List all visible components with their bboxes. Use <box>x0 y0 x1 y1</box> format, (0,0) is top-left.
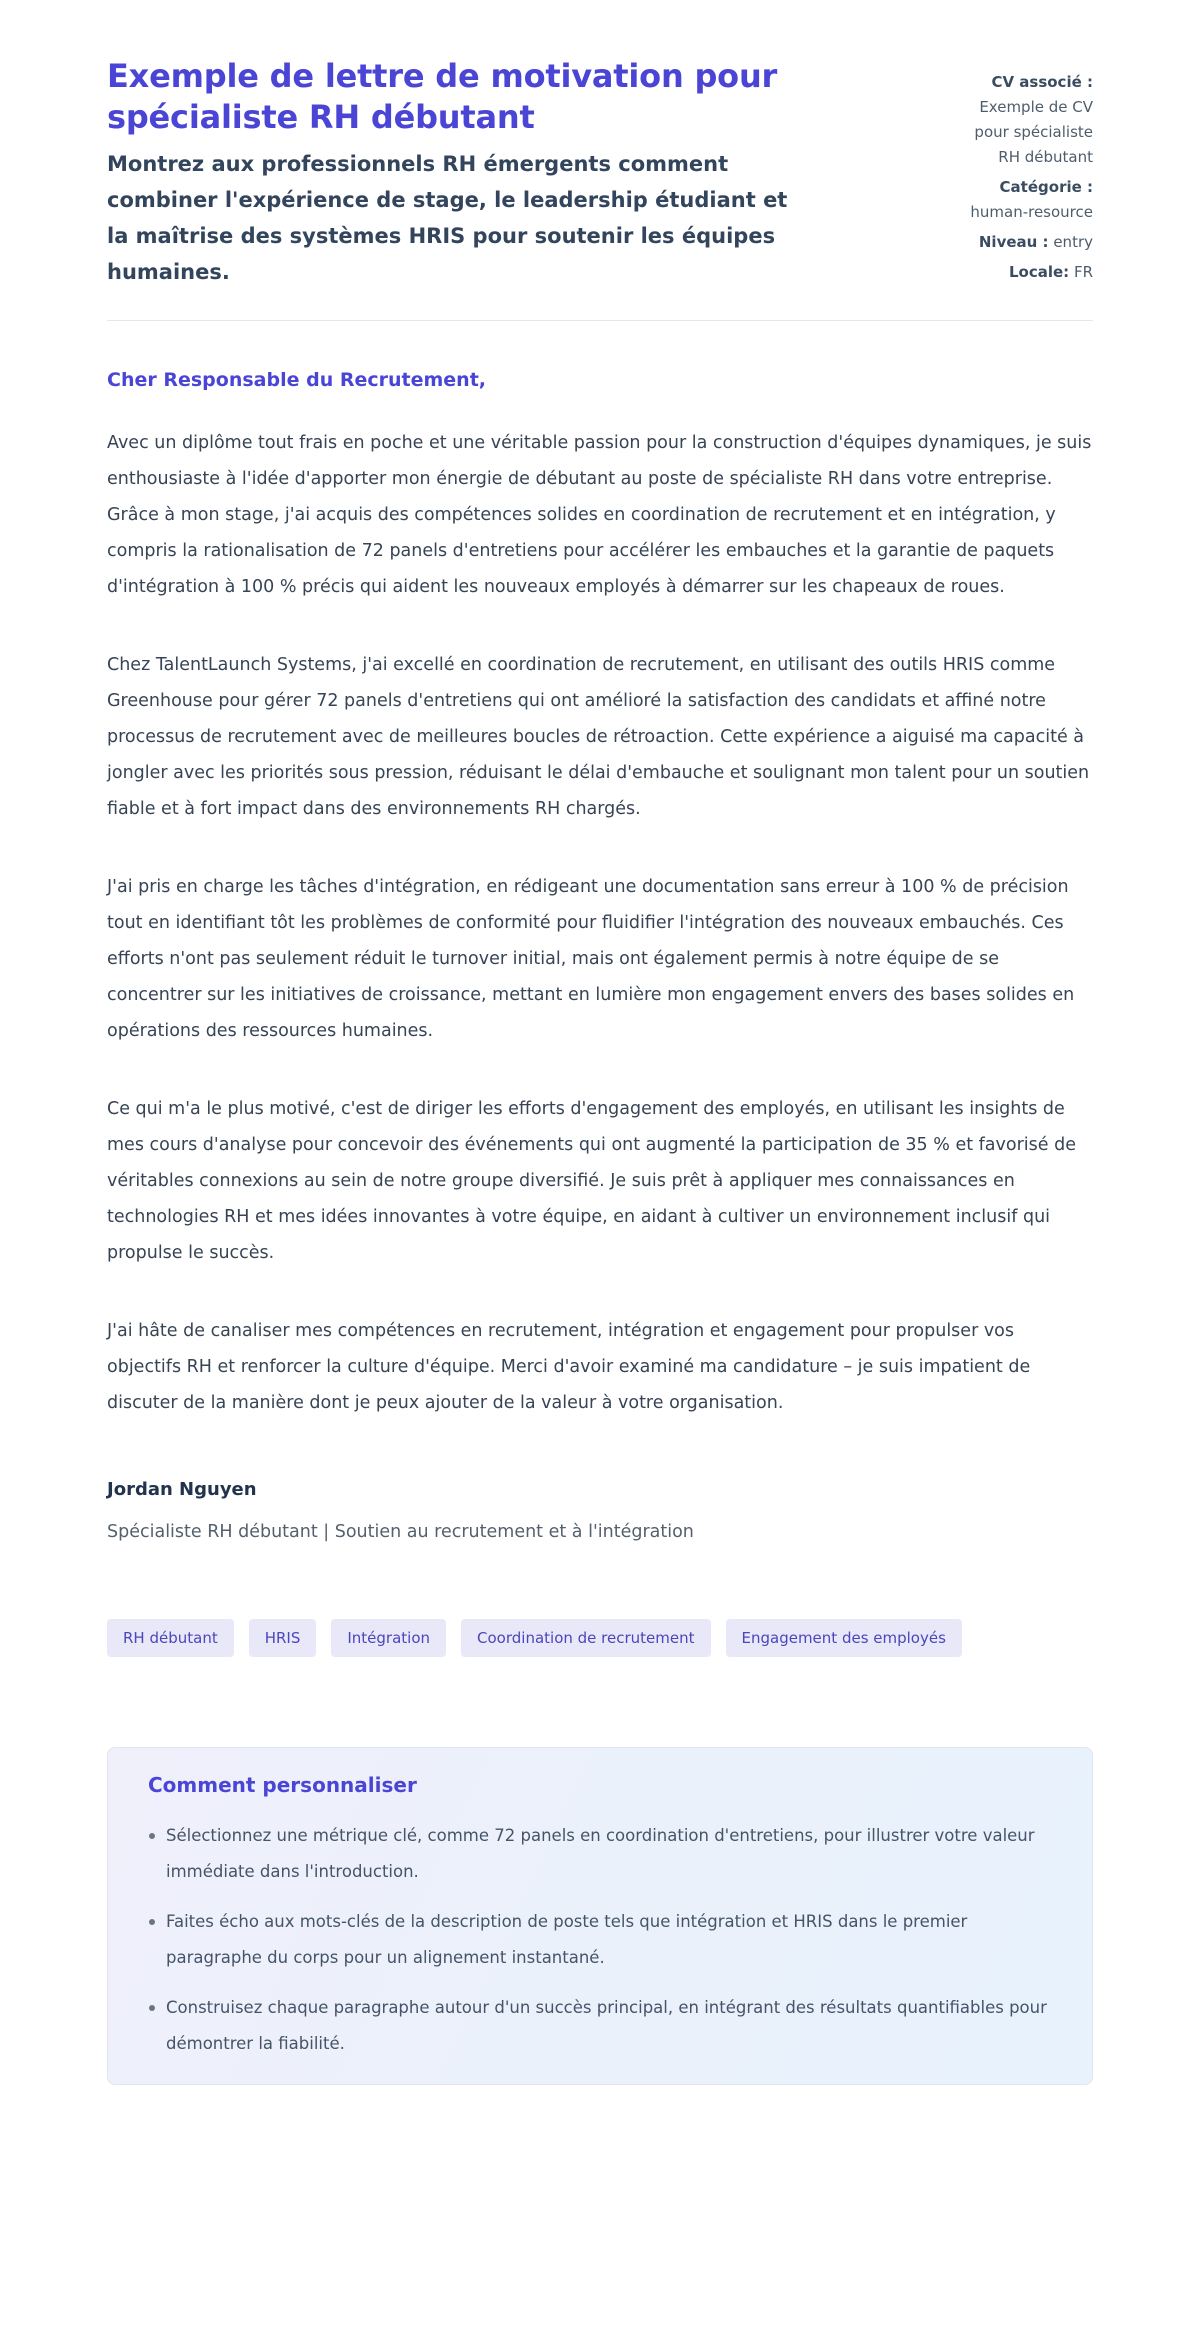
meta-associated-cv <box>958 70 1093 170</box>
letter-paragraph-2: Chez TalentLaunch Systems, j'ai excellé en coordination de recrutement, en utilisant des outils HRIS comme Greenhouse pour gérer 72 panels d'entretiens qui ont amélioré la satisfaction des candidats et affiné notre processus de recrutement avec de meilleures boucles de rétroaction. Cette expérience a aiguisé ma capacité à jongler avec les priorités sous pression, réduisant le délai d'embauche et soulignant mon talent pour un soutien fiable et à fort impact dans des environnements RH chargés. <box>107 655 1090 819</box>
letter-body <box>107 369 1093 1545</box>
meta-level-value: entry <box>1053 233 1093 251</box>
customization-tips-box <box>107 1747 1093 2085</box>
meta-cv-label: CV associé : <box>991 73 1093 91</box>
meta-locale <box>958 260 1093 285</box>
header-divider <box>107 320 1093 321</box>
meta-category <box>958 175 1093 225</box>
tag-chip-engagement-employes: Engagement des employés <box>726 1619 962 1657</box>
tag-chip-hris: HRIS <box>249 1619 317 1657</box>
meta-level-label: Niveau : <box>978 233 1049 251</box>
letter-paragraph-5: J'ai hâte de canaliser mes compétences en recrutement, intégration et engagement pour propulser vos objectifs RH et renforcer la culture d'équipe. Merci d'avoir examiné ma candidature – je suis impatient de discuter de la manière dont je peux ajouter de la valeur à votre organisation. <box>107 1321 1031 1413</box>
tip-item-2: Faites écho aux mots-clés de la description de poste tels que intégration et HRIS dans le premier paragraphe du corps pour un alignement instantané. <box>148 1904 1052 1976</box>
cover-letter-page <box>107 0 1093 2145</box>
tag-chip-coordination-recrutement: Coordination de recrutement <box>461 1619 710 1657</box>
tag-list <box>107 1619 1093 1657</box>
meta-locale-label: Locale: <box>1008 263 1070 281</box>
tip-item-3: Construisez chaque paragraphe autour d'un succès principal, en intégrant des résultats quantifiables pour démontrer la fiabilité. <box>148 1990 1052 2062</box>
letter-paragraph-3: J'ai pris en charge les tâches d'intégration, en rédigeant une documentation sans erreur à 100 % de précision tout en identifiant tôt les problèmes de conformité pour fluidifier l'intégration des nouveaux embauchés. Ces efforts n'ont pas seulement réduit le turnover initial, mais ont également permis à notre équipe de se concentrer sur les initiatives de croissance, mettant en lumière mon engagement envers des bases solides en opérations des ressources humaines. <box>107 877 1075 1041</box>
page-title: Exemple de lettre de motivation pour spécialiste RH débutant <box>107 57 778 136</box>
tag-chip-rh-debutant: RH débutant <box>107 1619 234 1657</box>
page-header <box>107 56 1093 290</box>
page-subtitle: Montrez aux professionnels RH émergents comment combiner l'expérience de stage, le leadership étudiant et la maîtrise des systèmes HRIS pour soutenir les équipes humaines. <box>107 151 788 284</box>
meta-category-value: human-resource <box>970 203 1093 221</box>
tips-heading: Comment personnaliser <box>148 1773 417 1797</box>
meta-locale-value: FR <box>1073 263 1093 281</box>
signature-role: Spécialiste RH débutant | Soutien au recrutement et à l'intégration <box>107 1522 694 1542</box>
header-title-block <box>107 56 797 290</box>
meta-level <box>958 230 1093 255</box>
meta-cv-value: Exemple de CV pour spécialiste RH débutant <box>974 98 1093 166</box>
signature-name: Jordan Nguyen <box>107 1479 257 1500</box>
letter-paragraph-1: Avec un diplôme tout frais en poche et une véritable passion pour la construction d'équipes dynamiques, je suis enthousiaste à l'idée d'apporter mon énergie de débutant au poste de spécialiste RH dans votre entreprise. Grâce à mon stage, j'ai acquis des compétences solides en coordination de recrutement et en intégration, y compris la rationalisation de 72 panels d'entretiens pour accélérer les embauches et la garantie de paquets d'intégration à 100 % précis qui aident les nouveaux employés à démarrer sur les chapeaux de roues. <box>107 433 1092 597</box>
letter-greeting: Cher Responsable du Recrutement, <box>107 369 486 391</box>
tips-list <box>148 1818 1052 2062</box>
letter-paragraph-4: Ce qui m'a le plus motivé, c'est de diriger les efforts d'engagement des employés, en utilisant les insights de mes cours d'analyse pour concevoir des événements qui ont augmenté la participation de 35 % et favorisé de véritables connexions au sein de notre groupe diversifié. Je suis prêt à appliquer mes connaissances en technologies RH et mes idées innovantes à votre équipe, en aidant à cultiver un environnement inclusif qui propulse le succès. <box>107 1099 1076 1263</box>
meta-panel <box>958 56 1093 290</box>
tag-chip-integration: Intégration <box>331 1619 446 1657</box>
tip-item-1: Sélectionnez une métrique clé, comme 72 panels en coordination d'entretiens, pour illustrer votre valeur immédiate dans l'introduction. <box>148 1818 1052 1890</box>
meta-category-label: Catégorie : <box>999 178 1093 196</box>
